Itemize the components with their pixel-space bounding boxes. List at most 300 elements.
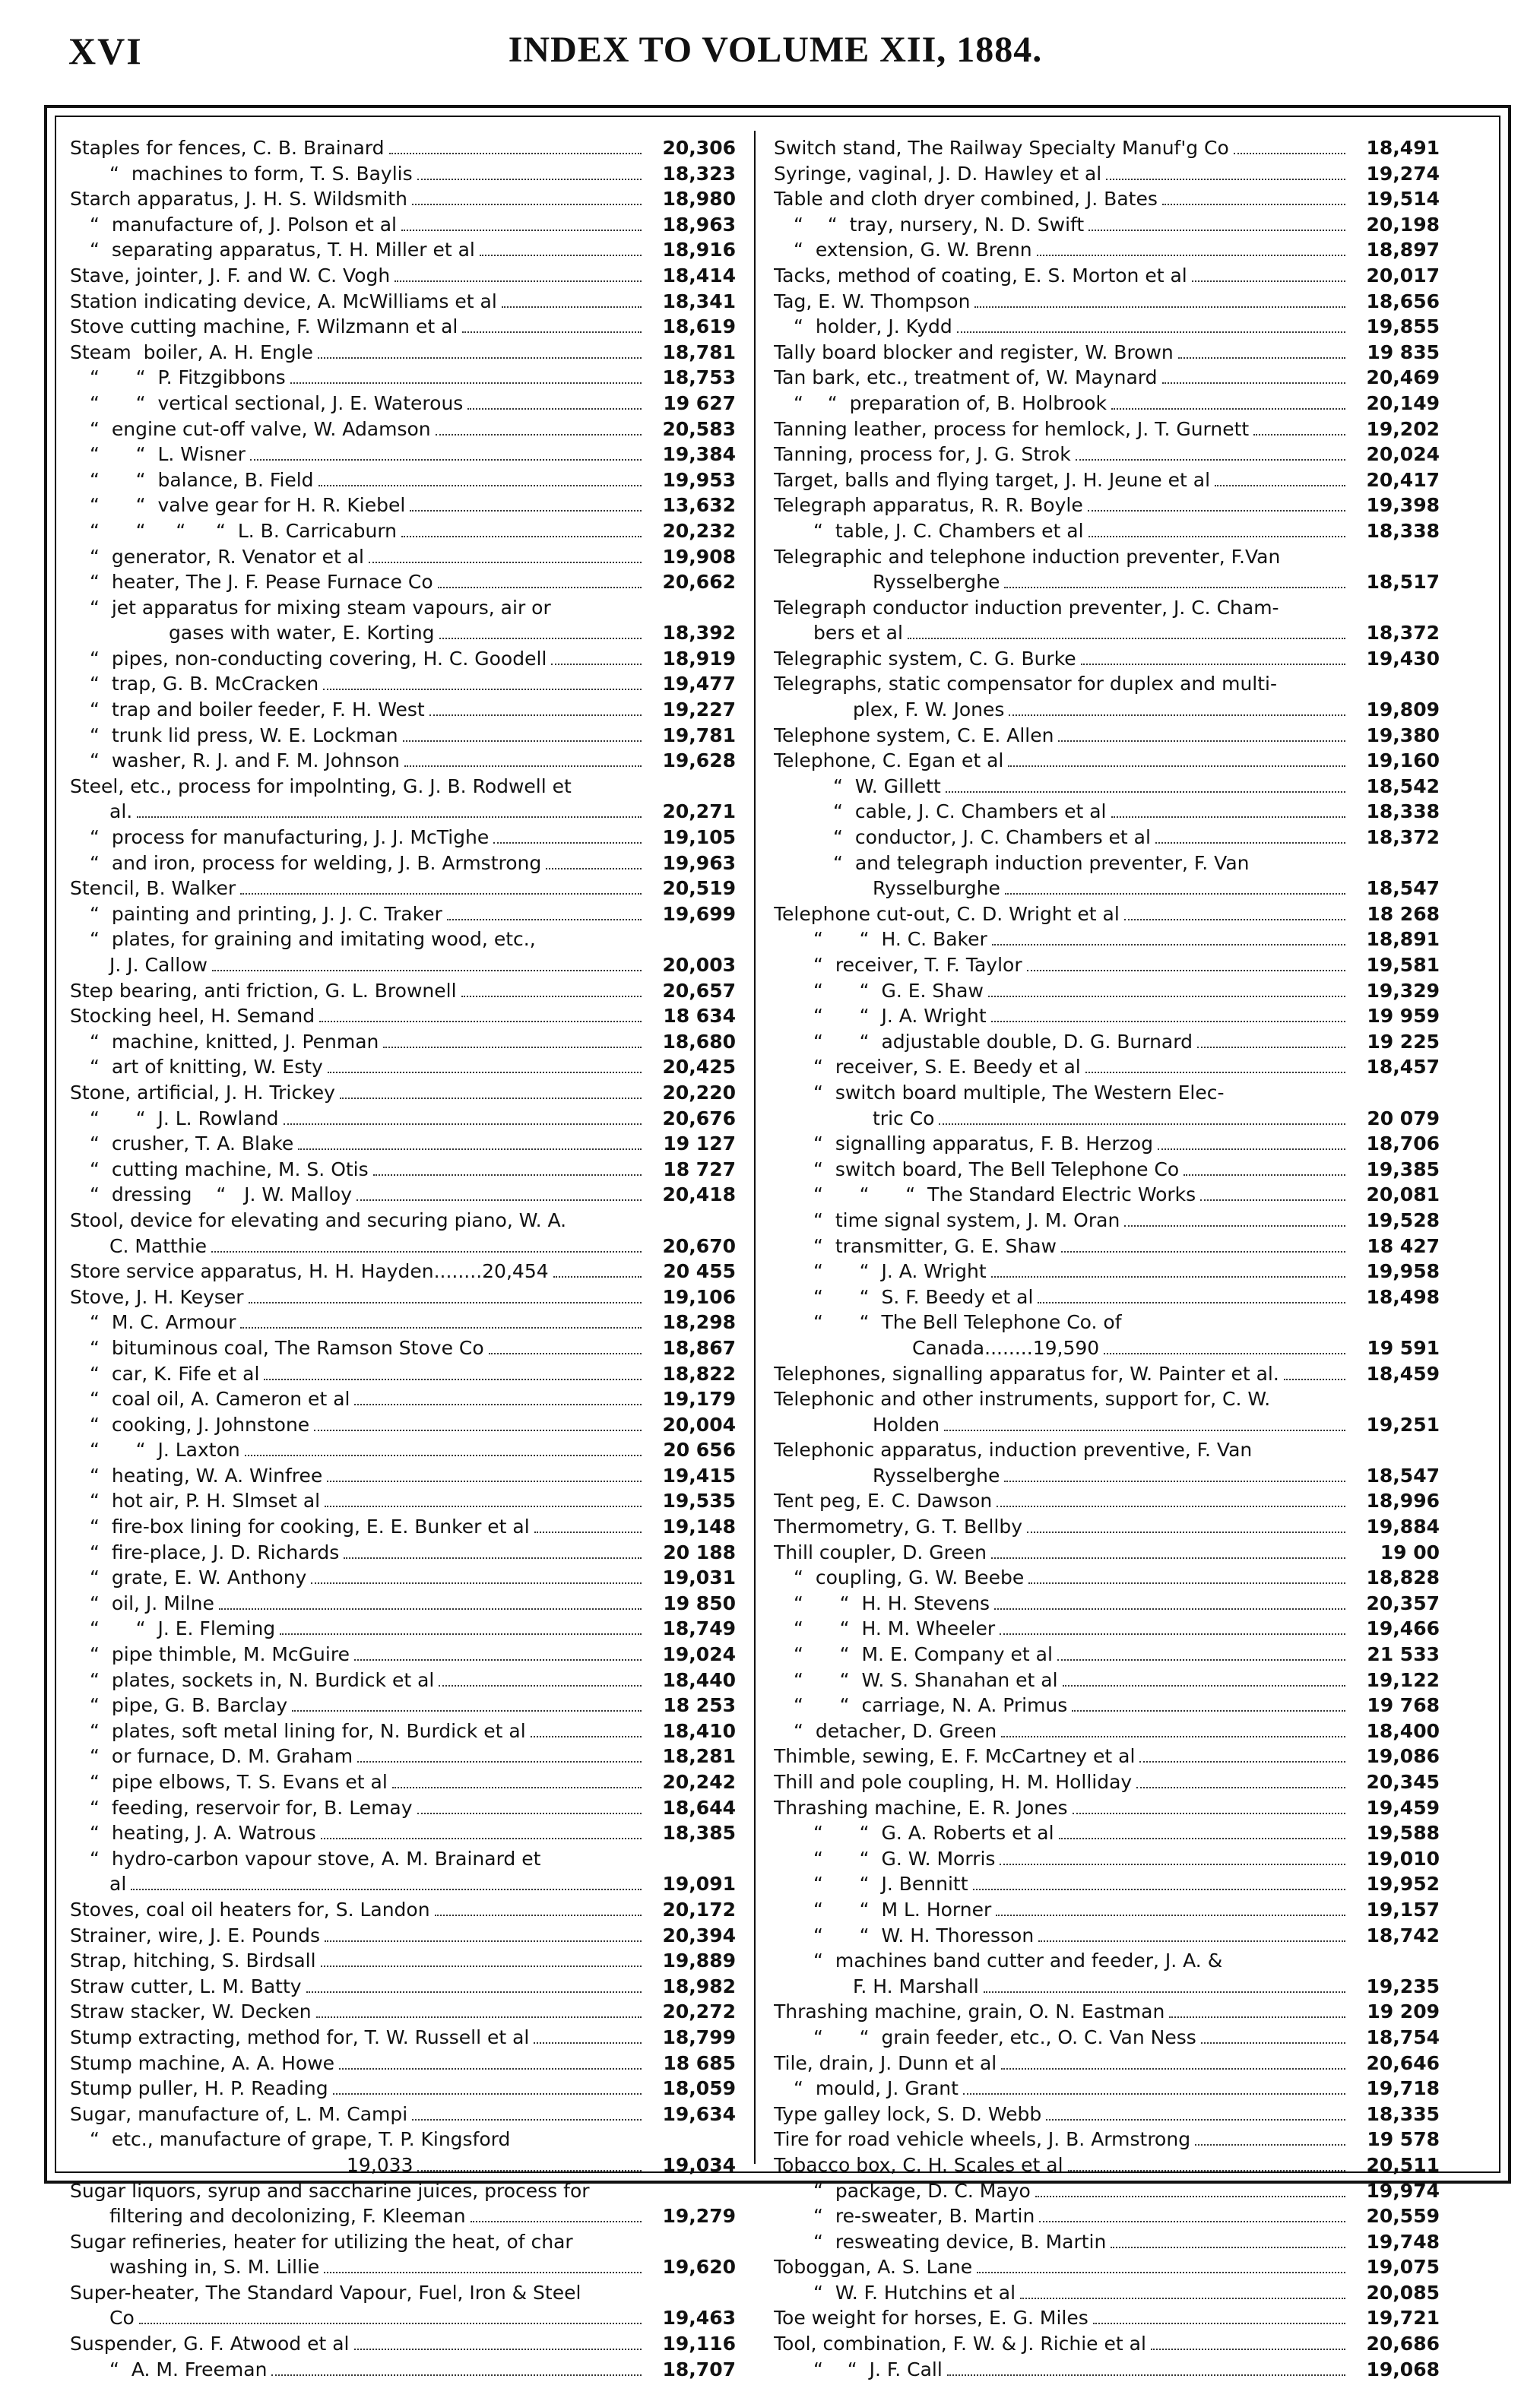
- dot-leader: [298, 1148, 642, 1150]
- index-entry-label: [70, 544, 646, 570]
- dot-leader: [271, 2374, 642, 2376]
- index-entry-text: Telegraphic system, C. G. Burke: [774, 647, 1076, 670]
- index-entry-number: 18 253: [663, 1694, 736, 1717]
- dot-leader: [211, 1251, 642, 1253]
- index-entry-label: [70, 1642, 646, 1668]
- index-entry-number: 19,809: [1366, 698, 1440, 721]
- dot-leader: [1027, 970, 1345, 971]
- index-entry-number: 19,091: [662, 1873, 736, 1896]
- index-entry: [774, 748, 1440, 774]
- dot-leader: [354, 1404, 642, 1405]
- index-entry-number: 20,519: [662, 877, 736, 900]
- index-entry-text: “ hot air, P. H. Slmset al: [90, 1490, 321, 1513]
- index-entry-label: [774, 186, 1350, 212]
- index-entry-number: 20 656: [663, 1439, 736, 1462]
- dot-leader: [1162, 382, 1345, 384]
- index-entry-label: [70, 1412, 646, 1438]
- index-entry-text: Tool, combination, F. W. & J. Richie et al: [774, 2333, 1146, 2355]
- index-entry-text: “ M. C. Armour: [90, 1311, 236, 1334]
- index-entry-text: “ resweating device, B. Martin: [813, 2230, 1107, 2253]
- index-entry: [774, 1591, 1440, 1617]
- index-entry-text: “ signalling apparatus, F. B. Herzog: [813, 1132, 1153, 1155]
- index-entry: [774, 1310, 1440, 1335]
- index-entry-text: “ jet apparatus for mixing steam vapours, air or: [90, 596, 551, 619]
- index-entry-number: 19,514: [1366, 188, 1440, 211]
- index-entry: [70, 569, 736, 595]
- index-entry-label: [774, 1923, 1350, 1949]
- index-entry-label: [70, 1871, 646, 1897]
- index-entry: [774, 1769, 1440, 1795]
- dot-leader: [403, 740, 642, 742]
- index-entry-number: 19 768: [1367, 1694, 1440, 1717]
- dot-leader: [534, 2042, 642, 2044]
- index-entry-text: Stoves, coal oil heaters for, S. Landon: [70, 1898, 430, 1921]
- index-entry-text: Tire for road vehicle wheels, J. B. Armstrong: [774, 2128, 1191, 2151]
- index-entry-number: 20,646: [1366, 2051, 1440, 2074]
- index-entry-label: [70, 1284, 646, 1310]
- index-entry-label: [70, 1106, 646, 1132]
- dot-leader: [1234, 153, 1345, 154]
- index-entry-label: [774, 212, 1350, 238]
- index-entry: [774, 2280, 1440, 2306]
- index-entry-text: Thrashing machine, E. R. Jones: [774, 1796, 1068, 1819]
- index-entry-text: “ “ preparation of, B. Holbrook: [794, 391, 1107, 414]
- index-entry-text: “ “ W. S. Shanahan et al: [794, 1668, 1058, 1691]
- dot-leader: [963, 2093, 1345, 2095]
- index-entry-number: 20,003: [662, 954, 736, 976]
- index-entry: [70, 1335, 736, 1361]
- index-entry-text: Thimble, sewing, E. F. McCartney et al: [774, 1745, 1136, 1768]
- index-entry-number: 19,024: [662, 1643, 736, 1666]
- index-entry-text: Table and cloth dryer combined, J. Bates: [774, 188, 1158, 211]
- index-entry-label: [70, 748, 646, 774]
- index-entry-number: 18,059: [662, 2077, 736, 2100]
- index-entry-number: 20,085: [1366, 2281, 1440, 2304]
- index-entry-text: Stencil, B. Walker: [70, 877, 236, 900]
- index-entry-text: Stump puller, H. P. Reading: [70, 2077, 328, 2100]
- dot-leader: [373, 1174, 642, 1176]
- index-entry: [774, 2076, 1440, 2102]
- index-entry-text: “ “ J. E. Fleming: [90, 1617, 276, 1640]
- index-entry: [70, 799, 736, 825]
- dot-leader: [354, 1659, 642, 1661]
- index-entry-label: [774, 1871, 1350, 1897]
- index-entry-number: 19,699: [662, 902, 736, 925]
- index-entry-label: [774, 544, 1350, 570]
- index-entry-text: al: [109, 1873, 127, 1896]
- index-entry-label: [774, 2152, 1350, 2178]
- index-entry-text: “ pipe thimble, M. McGuire: [90, 1643, 350, 1666]
- index-entry: [774, 1718, 1440, 1744]
- index-entry-text: Telegraphs, static compensator for duplex and multi-: [774, 673, 1277, 695]
- index-entry: [774, 1131, 1440, 1157]
- index-entry-label: [774, 1412, 1350, 1438]
- index-entry-text: washing in, S. M. Lillie: [109, 2256, 320, 2279]
- index-entry-label: [774, 2102, 1350, 2127]
- index-entry: [774, 1234, 1440, 1259]
- index-entry: [774, 263, 1440, 289]
- index-entry-label: [774, 2331, 1350, 2357]
- index-entry-number: 19,251: [1366, 1413, 1440, 1436]
- index-entry-text: “ trap, G. B. McCracken: [90, 673, 319, 695]
- dot-leader: [324, 2272, 642, 2273]
- index-entry-number: 18,491: [1366, 137, 1440, 159]
- index-entry-label: [774, 1668, 1350, 1693]
- dot-leader: [369, 562, 642, 563]
- index-entry-label: [774, 263, 1350, 289]
- index-entry: [70, 1820, 736, 1846]
- index-entry-label: [70, 2229, 646, 2255]
- dot-leader: [467, 408, 642, 410]
- index-entry-label: [774, 569, 1350, 595]
- index-entry-label: [774, 1131, 1350, 1157]
- index-entry-label: [774, 1744, 1350, 1769]
- index-entry-number: 19,588: [1366, 1822, 1440, 1845]
- index-entry-text: “ “ J. A. Wright: [813, 1005, 987, 1028]
- index-entry-number: 19,116: [662, 2333, 736, 2355]
- index-entry-number: 20,670: [662, 1234, 736, 1257]
- index-entry-number: 18,459: [1366, 1362, 1440, 1385]
- index-entry-label: [774, 1616, 1350, 1642]
- index-entry-number: 18,753: [662, 366, 736, 389]
- index-frame: [44, 105, 1511, 2380]
- index-entry-text: “ painting and printing, J. J. C. Traker: [90, 902, 442, 925]
- index-entry-text: “ machines to form, T. S. Baylis: [109, 162, 413, 185]
- dot-leader: [534, 1532, 642, 1533]
- dot-leader: [439, 638, 642, 639]
- index-entry-number: 20,417: [1366, 468, 1440, 491]
- index-entry-text: “ W. Gillett: [833, 774, 941, 797]
- index-entry: [774, 1412, 1440, 1438]
- index-entry-number: 18,754: [1366, 2026, 1440, 2048]
- dot-leader: [1057, 1659, 1345, 1661]
- index-entry-text: Steam boiler, A. H. Engle: [70, 341, 313, 363]
- index-entry-label: [774, 1463, 1350, 1489]
- dot-leader: [1063, 1685, 1345, 1687]
- index-entry-text: F. H. Marshall: [853, 1975, 979, 1997]
- index-entry-text: 19,033: [347, 2153, 414, 2176]
- index-entry-label: [70, 671, 646, 697]
- dot-leader: [429, 714, 642, 716]
- index-entry-text: plex, F. W. Jones: [853, 698, 1005, 721]
- index-entry: [70, 978, 736, 1004]
- index-entry-text: “ “ “ The Standard Electric Works: [813, 1183, 1196, 1206]
- index-entry-label: [774, 1259, 1350, 1284]
- dot-leader: [1004, 587, 1345, 588]
- index-entry-text: Tan bark, etc., treatment of, W. Maynard: [774, 366, 1158, 389]
- index-entry-label: [70, 237, 646, 263]
- index-entry-text: “ fire-box lining for cooking, E. E. Bunker et al: [90, 1516, 530, 1538]
- index-entry: [70, 544, 736, 570]
- index-entry-text: J. J. Callow: [109, 954, 208, 976]
- index-entry: [774, 2331, 1440, 2357]
- index-entry: [70, 1769, 736, 1795]
- index-entry-text: Stump extracting, method for, T. W. Russell et al: [70, 2026, 530, 2048]
- index-entry-number: 18 685: [663, 2051, 736, 2074]
- dot-leader: [551, 664, 642, 665]
- dot-leader: [1201, 2042, 1345, 2044]
- index-entry: [70, 161, 736, 187]
- index-entry-number: 18,298: [662, 1311, 736, 1334]
- index-entry-number: 19,466: [1366, 1617, 1440, 1640]
- index-entry: [70, 518, 736, 544]
- index-entry-number: 18,547: [1366, 877, 1440, 900]
- index-entry-text: Strainer, wire, J. E. Pounds: [70, 1924, 321, 1946]
- index-entry-number: 18,338: [1366, 800, 1440, 823]
- dot-leader: [212, 970, 642, 971]
- index-entry: [774, 1157, 1440, 1183]
- index-entry-label: [70, 2254, 646, 2280]
- index-entry: [70, 135, 736, 161]
- index-entry: [70, 1284, 736, 1310]
- index-entry-text: Telephones, signalling apparatus for, W. Painter et al.: [774, 1362, 1279, 1385]
- index-entry: [70, 2152, 736, 2178]
- dot-leader: [439, 1685, 642, 1687]
- index-entry-label: [70, 569, 646, 595]
- index-entry-number: 18,323: [662, 162, 736, 185]
- index-entry: [774, 237, 1440, 263]
- index-entry: [774, 1744, 1440, 1769]
- index-entry-number: 19,031: [662, 1566, 736, 1589]
- dot-leader: [1046, 2119, 1345, 2121]
- index-entry-label: [70, 1693, 646, 1718]
- index-entry-number: 20,242: [662, 1771, 736, 1793]
- index-entry: [70, 391, 736, 417]
- index-entry-number: 20,149: [1366, 391, 1440, 414]
- dot-leader: [344, 1557, 642, 1559]
- index-entry-number: 18,372: [1366, 622, 1440, 645]
- index-entry-text: Stocking heel, H. Semand: [70, 1005, 315, 1028]
- index-entry-label: [70, 1923, 646, 1949]
- index-entry-number: 18,498: [1366, 1285, 1440, 1308]
- index-entry-text: “ “ valve gear for H. R. Kiebel: [90, 494, 406, 517]
- index-entry-label: [70, 825, 646, 850]
- index-entry-number: 19,958: [1366, 1260, 1440, 1283]
- index-entry-text: “ holder, J. Kydd: [794, 315, 952, 338]
- index-entry: [70, 2102, 736, 2127]
- index-entry-text: “ table, J. C. Chambers et al: [813, 519, 1084, 542]
- index-entry: [774, 799, 1440, 825]
- index-entry: [774, 161, 1440, 187]
- dot-leader: [356, 1199, 642, 1201]
- dot-leader: [1111, 408, 1345, 410]
- index-entry-text: Co: [109, 2307, 135, 2330]
- index-entry-number: 19 127: [663, 1132, 736, 1155]
- index-entry: [774, 2203, 1440, 2229]
- dot-leader: [383, 1047, 642, 1048]
- index-entry-text: “ and telegraph induction preventer, F. Van: [833, 851, 1250, 874]
- index-entry-label: [70, 289, 646, 315]
- index-entry-text: Staples for fences, C. B. Brainard: [70, 137, 385, 159]
- dot-leader: [1035, 2196, 1345, 2197]
- index-entry-number: 20,511: [1366, 2153, 1440, 2176]
- dot-leader: [996, 1915, 1345, 1916]
- dot-leader: [947, 2374, 1345, 2376]
- index-entry: [70, 1948, 736, 1974]
- index-entry: [774, 952, 1440, 978]
- index-entry-label: [70, 1310, 646, 1335]
- index-entry-label: [774, 518, 1350, 544]
- index-entry-number: 18,341: [662, 290, 736, 312]
- index-entry: [70, 1871, 736, 1897]
- index-entry-label: [774, 1974, 1350, 2000]
- index-entry-text: tric Co: [873, 1107, 935, 1129]
- dot-leader: [1058, 740, 1345, 742]
- index-entry-number: 19,430: [1366, 647, 1440, 670]
- index-entry: [774, 620, 1440, 646]
- index-entry-number: 19,889: [662, 1950, 736, 1972]
- index-entry-number: 19,068: [1366, 2358, 1440, 2380]
- index-entry-label: [774, 876, 1350, 901]
- index-entry-number: 18,980: [662, 188, 736, 211]
- index-entry-label: [70, 2025, 646, 2051]
- index-entry-number: 18,400: [1366, 1719, 1440, 1742]
- index-entry: [774, 340, 1440, 366]
- index-entry: [774, 646, 1440, 672]
- index-entry-text: Telephone system, C. E. Allen: [774, 724, 1054, 746]
- dot-leader: [1004, 1481, 1345, 1482]
- index-entry-text: Thill and pole coupling, H. M. Holliday: [774, 1771, 1133, 1793]
- index-entry: [774, 1182, 1440, 1208]
- dot-leader: [318, 485, 642, 486]
- index-entry-text: “ “ The Bell Telephone Co. of: [813, 1311, 1122, 1334]
- index-entry: [774, 289, 1440, 315]
- index-entry-text: “ “ J. Bennitt: [813, 1873, 968, 1896]
- dot-leader: [333, 2093, 642, 2095]
- index-entry-text: Target, balls and flying target, J. H. Jeune et al: [774, 468, 1211, 491]
- dot-leader: [1037, 255, 1345, 256]
- dot-leader: [984, 1991, 1345, 1993]
- index-entry-text: “ “ M L. Horner: [813, 1898, 992, 1921]
- index-entry-label: [70, 314, 646, 340]
- dot-leader: [328, 1072, 642, 1073]
- index-entry: [774, 2127, 1440, 2152]
- index-entry-label: [774, 1795, 1350, 1821]
- index-entry: [774, 2229, 1440, 2255]
- dot-leader: [240, 893, 642, 895]
- index-entry: [774, 467, 1440, 493]
- index-entry: [70, 1718, 736, 1744]
- index-entry: [70, 748, 736, 774]
- index-entry-text: Tally board blocker and register, W. Brown: [774, 341, 1174, 363]
- index-entry-text: Station indicating device, A. McWilliams et al: [70, 290, 497, 312]
- dot-leader: [1197, 1047, 1345, 1048]
- dot-leader: [323, 689, 642, 690]
- index-entry-number: 19,157: [1366, 1898, 1440, 1921]
- index-entry-number: 19,235: [1366, 1975, 1440, 1997]
- index-entry: [774, 1846, 1440, 1872]
- dot-leader: [316, 2016, 642, 2018]
- page-header: [53, 24, 1497, 85]
- index-entry-label: [774, 314, 1350, 340]
- index-entry-label: [774, 2127, 1350, 2152]
- index-entry-label: [774, 1386, 1350, 1412]
- index-entry-label: [70, 2127, 646, 2152]
- dot-leader: [412, 204, 642, 205]
- index-entry-text: “ fire-place, J. D. Richards: [90, 1541, 340, 1563]
- index-entry-text: Tacks, method of coating, E. S. Morton et al: [774, 264, 1187, 287]
- index-entry: [70, 314, 736, 340]
- dot-leader: [1027, 1532, 1345, 1533]
- dot-leader: [1111, 2247, 1345, 2248]
- index-entry-text: Telephonic and other instruments, support for, C. W.: [774, 1388, 1271, 1411]
- index-entry: [774, 212, 1440, 238]
- index-entry-label: [774, 2076, 1350, 2102]
- dot-leader: [1111, 816, 1346, 818]
- index-entry-label: [70, 417, 646, 442]
- dot-leader: [311, 1582, 642, 1584]
- dot-leader: [1073, 1813, 1346, 1814]
- index-entry-number: 19,528: [1366, 1208, 1440, 1231]
- index-entry-number: 19,148: [662, 1516, 736, 1538]
- index-entry-number: 20 188: [663, 1541, 736, 1563]
- index-entry-number: 19 578: [1367, 2128, 1440, 2151]
- index-entry-label: [774, 2178, 1350, 2204]
- index-entry-text: Store service apparatus, H. H. Hayden........20,454: [70, 1260, 549, 1283]
- index-entry-number: 18,619: [662, 315, 736, 338]
- index-entry: [70, 2076, 736, 2102]
- index-entry-number: 18,706: [1366, 1132, 1440, 1155]
- index-entry-text: “ heating, J. A. Watrous: [90, 1822, 316, 1845]
- index-entry-text: “ pipe, G. B. Barclay: [90, 1694, 288, 1717]
- index-entry-number: 19,279: [662, 2205, 736, 2228]
- index-entry: [774, 850, 1440, 876]
- index-entry-text: gases with water, E. Korting: [169, 622, 435, 645]
- index-entry: [774, 544, 1440, 570]
- index-entry: [70, 1182, 736, 1208]
- index-entry-text: “ grate, E. W. Anthony: [90, 1566, 307, 1589]
- index-entry-text: Stove cutting machine, F. Wilzmann et al: [70, 315, 458, 338]
- index-entry-text: Stave, jointer, J. F. and W. C. Vogh: [70, 264, 391, 287]
- index-entry: [774, 1335, 1440, 1361]
- index-entry-text: Stool, device for elevating and securing piano, W. A.: [70, 1208, 567, 1231]
- index-entry-label: [70, 620, 646, 646]
- dot-leader: [417, 179, 642, 180]
- column-divider: [754, 131, 756, 2164]
- index-entry-number: 19,952: [1366, 1873, 1440, 1896]
- index-entry-text: Syringe, vaginal, J. D. Hawley et al: [774, 162, 1102, 185]
- index-entry-label: [774, 340, 1350, 366]
- page-number: XVI: [68, 30, 143, 72]
- index-entry-number: 19,398: [1366, 494, 1440, 517]
- index-entry-number: 20,306: [662, 137, 736, 159]
- index-entry-label: [70, 723, 646, 749]
- index-entry-label: [774, 799, 1350, 825]
- index-entry-number: 18,392: [662, 622, 736, 645]
- index-entry: [70, 340, 736, 366]
- index-entry-label: [70, 1718, 646, 1744]
- index-entry: [774, 1820, 1440, 1846]
- index-entry-number: 19,459: [1366, 1796, 1440, 1819]
- index-entry-number: 20,004: [662, 1413, 736, 1436]
- dot-leader: [939, 1123, 1345, 1125]
- index-entry-text: “ or furnace, D. M. Graham: [90, 1745, 353, 1768]
- dot-leader: [280, 1633, 642, 1635]
- index-entry-label: [70, 901, 646, 927]
- index-entry: [70, 1668, 736, 1693]
- index-entry: [70, 901, 736, 927]
- index-entry-number: 18,517: [1366, 571, 1440, 594]
- index-entry-text: “ “ adjustable double, D. G. Burnard: [813, 1030, 1193, 1053]
- index-entry-number: 18,919: [662, 647, 736, 670]
- index-entry-text: Steel, etc., process for impolnting, G. J. B. Rodwell et: [70, 774, 572, 797]
- index-entry-label: [70, 1182, 646, 1208]
- index-entry-label: [774, 901, 1350, 927]
- index-entry-text: “ oil, J. Milne: [90, 1592, 214, 1614]
- index-entry-text: Strap, hitching, S. Birdsall: [70, 1950, 316, 1972]
- dot-leader: [417, 1813, 642, 1814]
- index-entry-label: [774, 1846, 1350, 1872]
